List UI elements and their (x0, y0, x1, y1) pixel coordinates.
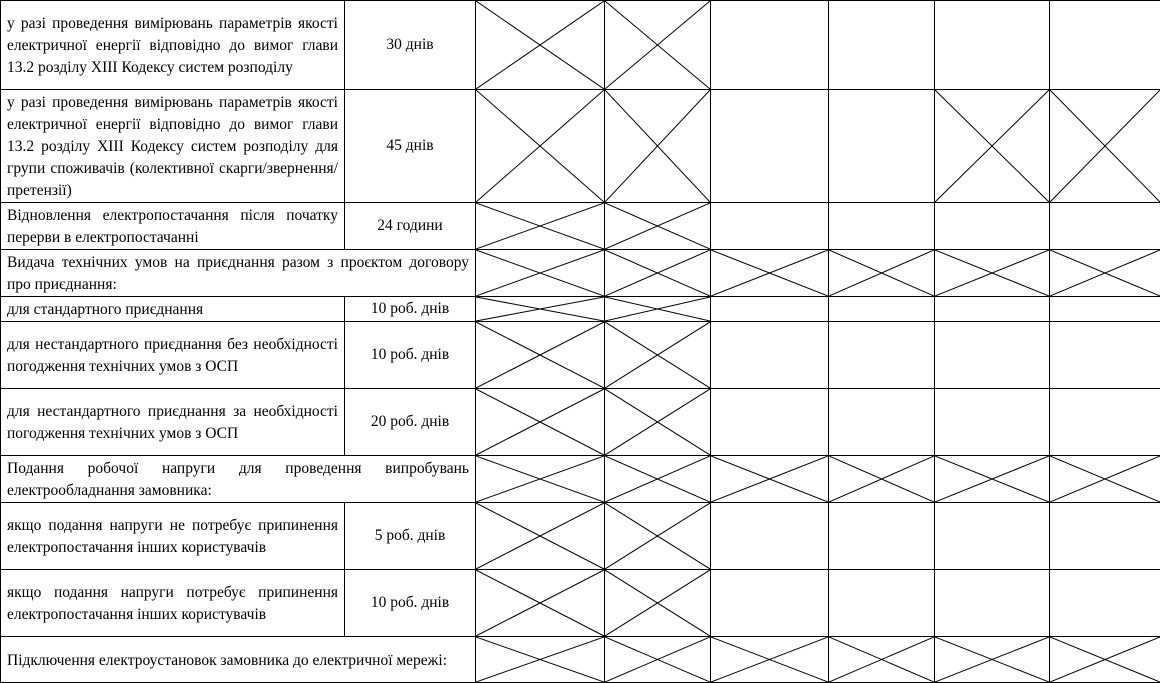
crossed-cell (1050, 456, 1160, 503)
cross-mark (605, 637, 710, 682)
empty-cell (935, 1, 1050, 90)
crossed-cell (829, 637, 935, 683)
cross-mark (605, 389, 710, 455)
table-row (1, 637, 1160, 683)
cross-mark (935, 250, 1049, 296)
crossed-cell (476, 503, 605, 570)
empty-cell (711, 297, 829, 322)
row-description (1, 203, 345, 250)
cross-mark (476, 322, 604, 388)
empty-cell (829, 297, 935, 322)
crossed-cell (605, 322, 711, 389)
crossed-cell (1050, 250, 1160, 297)
row-term: 30 днів (345, 1, 476, 90)
empty-cell (829, 90, 935, 203)
cross-mark (476, 297, 604, 321)
row-description (1, 1, 345, 90)
table-body (1, 1, 1160, 683)
row-description (1, 90, 345, 203)
crossed-cell (605, 1, 711, 90)
crossed-cell (476, 203, 605, 250)
cross-mark (476, 456, 604, 502)
row-description-text: для стандартного приєднання (7, 299, 338, 321)
row-term: 20 роб. днів (345, 389, 476, 456)
row-description (1, 389, 345, 456)
crossed-cell (476, 389, 605, 456)
empty-cell (935, 322, 1050, 389)
row-description-text: Підключення електроустановок замовника до електричної мережі: (7, 650, 469, 672)
empty-cell (711, 503, 829, 570)
row-description-text: у разі проведення вимірювань параметрів якості електричної енергії відповідно до вимог глави 13.2 розділу XIII Кодексу систем розподілу для групи споживачів (колективної скарги/звернення/претензії) (7, 92, 338, 202)
row-description (1, 456, 476, 503)
crossed-cell (476, 637, 605, 683)
crossed-cell (476, 250, 605, 297)
table-row (1, 297, 1160, 322)
empty-cell (829, 503, 935, 570)
crossed-cell (605, 503, 711, 570)
cross-mark (711, 456, 828, 502)
cross-mark (935, 90, 1049, 202)
crossed-cell (476, 570, 605, 637)
crossed-cell (935, 250, 1050, 297)
row-term: 10 роб. днів (345, 570, 476, 637)
empty-cell (711, 389, 829, 456)
empty-cell (1050, 570, 1160, 637)
cross-mark (605, 1, 710, 89)
crossed-cell (711, 456, 829, 503)
crossed-cell (935, 456, 1050, 503)
empty-cell (1050, 1, 1160, 90)
row-term: 45 днів (345, 90, 476, 203)
empty-cell (711, 570, 829, 637)
empty-cell (1050, 503, 1160, 570)
crossed-cell (1050, 90, 1160, 203)
crossed-cell (476, 1, 605, 90)
row-term: 24 години (345, 203, 476, 250)
table-row (1, 203, 1160, 250)
empty-cell (935, 297, 1050, 322)
crossed-cell (711, 250, 829, 297)
empty-cell (935, 203, 1050, 250)
row-description-text: якщо подання напруги не потребує припинення електропостачання інших користувачів (7, 515, 338, 559)
cross-mark (476, 503, 604, 569)
empty-cell (935, 389, 1050, 456)
row-description (1, 250, 476, 297)
empty-cell (711, 90, 829, 203)
row-description-text: для нестандартного приєднання за необхідності погодження технічних умов з ОСП (7, 401, 338, 445)
row-description-text: якщо подання напруги потребує припинення електропостачання інших користувачів (7, 582, 338, 626)
cross-mark (605, 570, 710, 636)
crossed-cell (605, 570, 711, 637)
row-description (1, 322, 345, 389)
row-description-text: для нестандартного приєднання без необхідності погодження технічних умов з ОСП (7, 334, 338, 378)
row-description-text: Подання робочої напруги для проведення випробувань електрообладнання замовника: (7, 458, 469, 502)
crossed-cell (476, 456, 605, 503)
crossed-cell (476, 90, 605, 203)
empty-cell (829, 570, 935, 637)
crossed-cell (711, 637, 829, 683)
crossed-cell (605, 297, 711, 322)
empty-cell (711, 1, 829, 90)
row-term: 10 роб. днів (345, 322, 476, 389)
row-description-text: у разі проведення вимірювань параметрів якості електричної енергії відповідно до вимог глави 13.2 розділу XIII Кодексу систем розподілу (7, 13, 338, 79)
crossed-cell (476, 297, 605, 322)
crossed-cell (829, 456, 935, 503)
empty-cell (1050, 322, 1160, 389)
cross-mark (605, 456, 710, 502)
row-description (1, 503, 345, 570)
empty-cell (829, 203, 935, 250)
empty-cell (829, 1, 935, 90)
cross-mark (476, 570, 604, 636)
crossed-cell (935, 90, 1050, 203)
table-row (1, 456, 1160, 503)
cross-mark (1050, 250, 1160, 296)
crossed-cell (605, 90, 711, 203)
cross-mark (829, 456, 934, 502)
crossed-cell (829, 250, 935, 297)
cross-mark (605, 250, 710, 296)
empty-cell (711, 203, 829, 250)
table-row (1, 250, 1160, 297)
cross-mark (711, 637, 828, 682)
cross-mark (476, 90, 604, 202)
empty-cell (711, 322, 829, 389)
table-row (1, 90, 1160, 203)
table-row (1, 389, 1160, 456)
crossed-cell (605, 203, 711, 250)
row-term: 10 роб. днів (345, 297, 476, 322)
empty-cell (1050, 203, 1160, 250)
crossed-cell (1050, 637, 1160, 683)
cross-mark (605, 503, 710, 569)
cross-mark (476, 637, 604, 682)
cross-mark (476, 203, 604, 249)
row-description (1, 297, 345, 322)
row-description (1, 570, 345, 637)
cross-mark (605, 322, 710, 388)
crossed-cell (605, 250, 711, 297)
row-description-text: Відновлення електропостачання після початку перерви в електропостачанні (7, 205, 338, 249)
cross-mark (1050, 637, 1160, 682)
table-row (1, 570, 1160, 637)
empty-cell (1050, 389, 1160, 456)
empty-cell (829, 322, 935, 389)
cross-mark (476, 1, 604, 89)
cross-mark (935, 456, 1049, 502)
table-row (1, 503, 1160, 570)
crossed-cell (605, 389, 711, 456)
row-description-text: Видача технічних умов на приєднання разом з проєктом договору про приєднання: (7, 252, 469, 296)
cross-mark (476, 389, 604, 455)
table-row (1, 322, 1160, 389)
cross-mark (829, 250, 934, 296)
cross-mark (1050, 90, 1160, 202)
cross-mark (605, 297, 710, 321)
cross-mark (1050, 456, 1160, 502)
cross-mark (605, 203, 710, 249)
empty-cell (935, 570, 1050, 637)
empty-cell (1050, 297, 1160, 322)
cross-mark (476, 250, 604, 296)
cross-mark (935, 637, 1049, 682)
crossed-cell (605, 637, 711, 683)
crossed-cell (605, 456, 711, 503)
row-term: 5 роб. днів (345, 503, 476, 570)
empty-cell (829, 389, 935, 456)
cross-mark (829, 637, 934, 682)
cross-mark (605, 90, 710, 202)
empty-cell (935, 503, 1050, 570)
row-description (1, 637, 476, 683)
cross-mark (711, 250, 828, 296)
crossed-cell (935, 637, 1050, 683)
crossed-cell (476, 322, 605, 389)
table-row (1, 1, 1160, 90)
